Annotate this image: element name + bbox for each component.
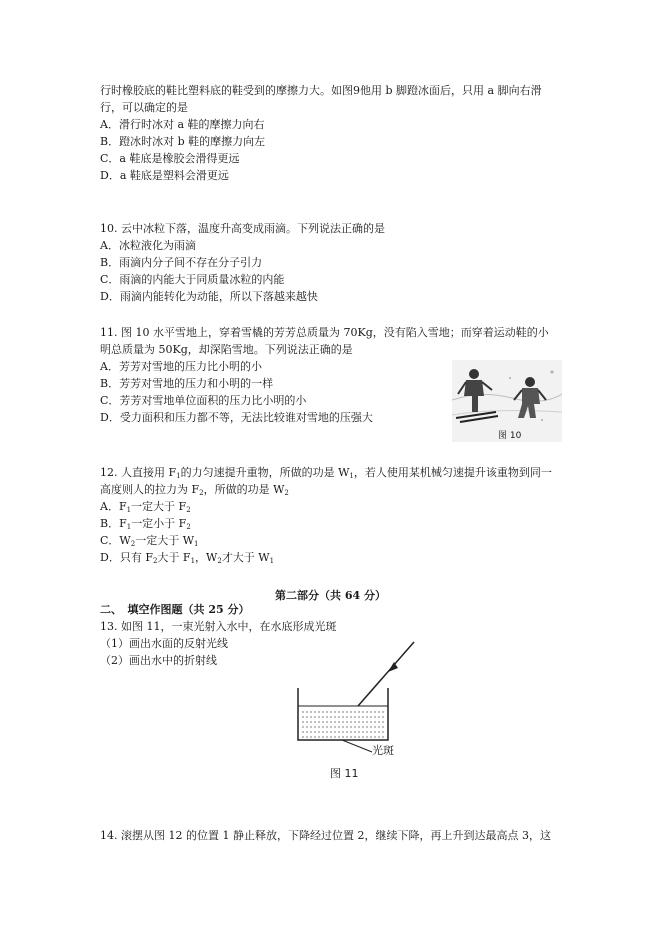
q12-option-b: B．$F_1$一定小于 $F_2$: [100, 517, 191, 531]
q9-option-d: D．a 鞋底是塑料会滑更远: [100, 169, 229, 182]
q10-text: 10. 云中冰粒下落，温度升高变成雨滴。下列说法正确的是: [100, 222, 385, 235]
q14-text: 14. 滚摆从图 12 的位置 1 静止释放，下降经过位置 2，继续下降，再上升到达最高点 3，这: [100, 829, 551, 842]
q12-option-a: A．$F_1$一定大于 $F_2$: [100, 500, 191, 514]
figure-10: [452, 360, 562, 442]
q9-option-a: A．滑行时冰对 a 鞋的摩擦力向右: [100, 118, 265, 131]
q11-option-d: D．受力面积和压力都不等，无法比较谁对雪地的压强大: [100, 411, 373, 424]
q10-option-a: A．冰粒液化为雨滴: [100, 239, 196, 252]
q9-option-c: C．a 鞋底是橡胶会滑得更远: [100, 152, 240, 165]
q13-text: 13. 如图 11，一束光射入水中，在水底形成光斑: [100, 620, 337, 633]
q9-text-line1: 行时橡胶底的鞋比塑料底的鞋受到的摩擦力大。如图9他用 b 脚蹬冰面后，只用 a 脚向右滑: [100, 84, 542, 97]
q12-option-c: C．$W_2$一定大于 $W_1$: [100, 534, 199, 548]
section-2-heading: 二、 填空作图题（共 25 分）: [100, 603, 250, 616]
q10-option-d: D．雨滴内能转化为动能，所以下落越来越快: [100, 290, 318, 303]
part-2-title: 第二部分（共 64 分）: [275, 589, 386, 602]
q9-option-b: B．蹬冰时冰对 b 鞋的摩擦力向左: [100, 135, 266, 148]
q12-option-d: D．只有 $F_2$大于 $F_1$，$W_2$才大于 $W_1$: [100, 551, 275, 565]
light-into-water-diagram-icon: [290, 640, 420, 765]
figure-11: [290, 640, 420, 785]
q11-option-c: C．芳芳对雪地单位面积的压力比小明的小: [100, 394, 307, 407]
q12-text-line2: 高度则人的拉力为 $F_2$，所做的功是 $W_2$: [100, 483, 289, 497]
q13-sub-1: （1）画出水面的反射光线: [100, 637, 228, 650]
figure-11-caption: 图 11: [330, 767, 359, 780]
q12-text-line1: 12. 人直接用 $F_1$的力匀速提升重物，所做的功是 $W_1$，若人使用某机械匀速提升该重物到同一: [100, 466, 552, 480]
q9-text-line2: 行，可以确定的是: [100, 101, 188, 114]
q10-option-b: B．雨滴内分子间不存在分子引力: [100, 256, 263, 269]
q13-sub-2: （2）画出水中的折射线: [100, 654, 217, 667]
q11-text-line1: 11. 图 10 水平雪地上，穿着雪橇的芳芳总质量为 70Kg，没有陷入雪地；而穿着运动鞋的小: [100, 326, 549, 339]
q11-option-a: A．芳芳对雪地的压力比小明的小: [100, 360, 262, 373]
q10-option-c: C．雨滴的内能大于同质量冰粒的内能: [100, 273, 285, 286]
figure-10-caption: 图 10: [498, 431, 522, 441]
q11-text-line2: 明总质量为 50Kg，却深陷雪地。下列说法正确的是: [100, 343, 353, 356]
light-spot-label: 光斑: [372, 744, 394, 757]
q11-option-b: B．芳芳对雪地的压力和小明的一样: [100, 377, 274, 390]
